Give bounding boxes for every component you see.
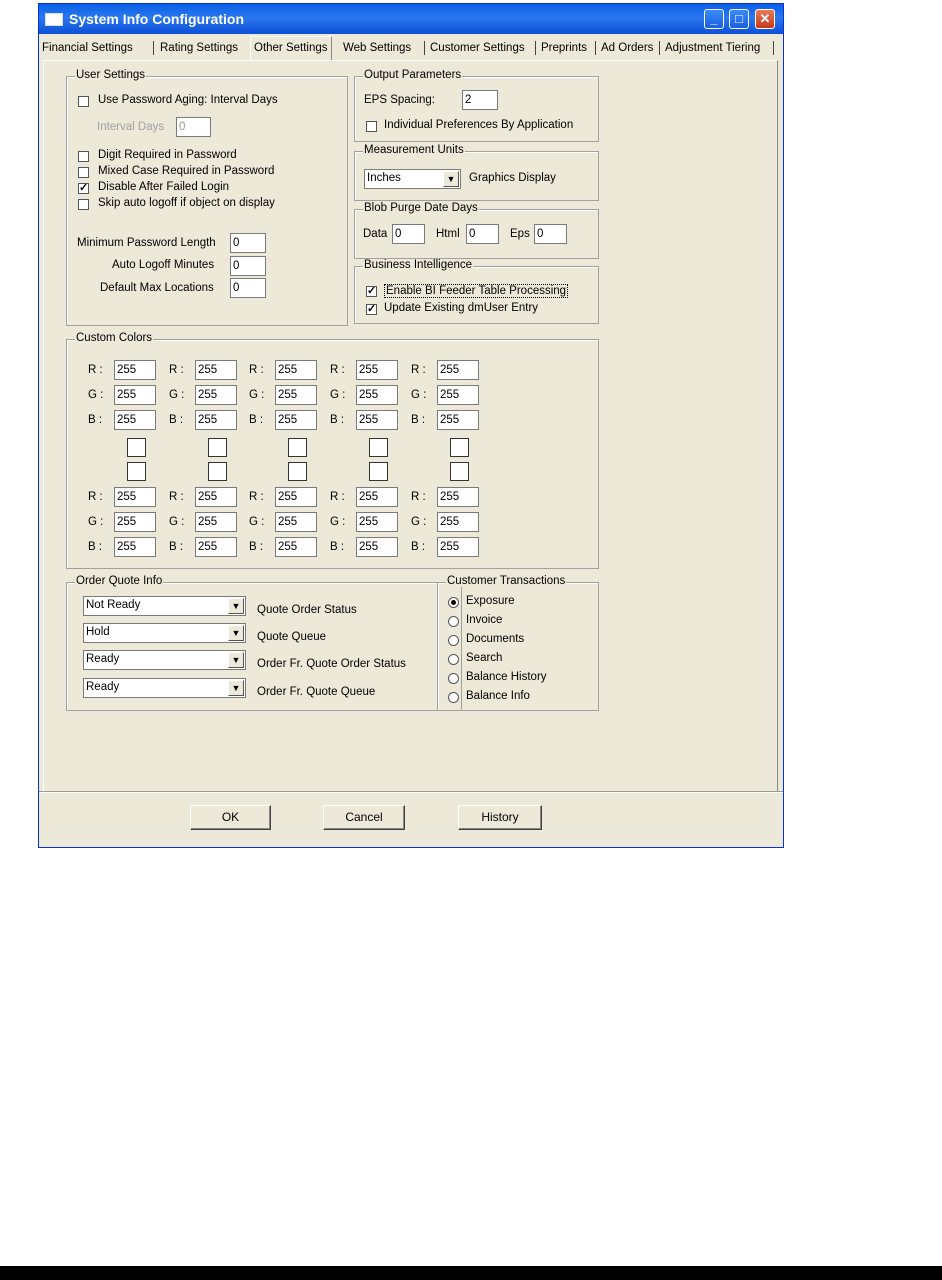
search-label: Search [466,652,503,664]
mixed-case-label: Mixed Case Required in Password [98,165,275,177]
tab-web-settings[interactable]: Web Settings [343,42,412,54]
color-top-3-r-input[interactable]: 255 [275,360,317,380]
system-info-window [38,3,784,848]
user-settings-group [66,69,348,326]
quote-order-status-dropdown[interactable] [83,596,246,616]
color-bottom-1-r-input[interactable]: 255 [114,487,156,507]
individual-prefs-checkbox[interactable] [366,121,377,132]
measurement-units-dropdown[interactable] [364,169,461,189]
color-top-5-g-input[interactable]: 255 [437,385,479,405]
color-b-label: B : [249,541,264,553]
tab-customer-settings[interactable]: Customer Settings [430,42,525,54]
blob-html-input[interactable]: 0 [466,224,499,244]
bottom-separator [39,791,783,793]
color-swatch-bottom-1[interactable] [127,462,146,481]
individual-prefs-label: Individual Preferences By Application [384,119,574,131]
interval-days-label: Interval Days [97,121,165,133]
color-top-2-r-input[interactable]: 255 [195,360,237,380]
order-fr-quote-queue-dropdown[interactable] [83,678,246,698]
color-swatch-bottom-5[interactable] [450,462,469,481]
balance-info-radio[interactable] [448,692,459,703]
tab-separator [535,41,536,55]
interval-days-input[interactable]: 0 [176,117,211,137]
cancel-button[interactable]: Cancel [323,805,405,830]
quote-queue-label: Quote Queue [257,631,327,643]
digit-required-label: Digit Required in Password [98,149,237,161]
color-g-label: G : [330,389,346,401]
use-password-aging-checkbox[interactable] [78,96,89,107]
color-bottom-3-g-input[interactable]: 255 [275,512,317,532]
color-r-label: R : [88,491,103,503]
color-g-label: G : [249,516,265,528]
exposure-radio[interactable] [448,597,459,608]
color-r-label: R : [330,491,345,503]
maximize-icon: □ [735,11,743,26]
maximize-button[interactable] [729,9,749,29]
color-bottom-5-b-input[interactable]: 255 [437,537,479,557]
documents-radio[interactable] [448,635,459,646]
color-b-label: B : [88,414,103,426]
default-max-locations-label: Default Max Locations [100,282,214,294]
color-swatch-top-2[interactable] [208,438,227,457]
color-bottom-4-g-input[interactable]: 255 [356,512,398,532]
balance-history-label: Balance History [466,671,547,683]
user-settings-legend: User Settings [76,69,146,81]
color-b-label: B : [330,414,345,426]
tab-separator [595,41,596,55]
mixed-case-checkbox[interactable] [78,167,89,178]
exposure-label: Exposure [466,595,515,607]
color-swatch-top-5[interactable] [450,438,469,457]
output-parameters-legend: Output Parameters [364,69,462,81]
disable-after-failed-label: Disable After Failed Login [98,181,230,193]
quote-order-status-label: Quote Order Status [257,604,357,616]
auto-logoff-minutes-label: Auto Logoff Minutes [112,259,215,271]
color-top-1-r-input[interactable]: 255 [114,360,156,380]
close-button[interactable] [755,9,775,29]
use-password-aging-label: Use Password Aging: Interval Days [98,94,278,106]
auto-logoff-minutes-input[interactable]: 0 [230,256,266,276]
order-fr-quote-order-status-value: Ready [86,653,120,665]
color-bottom-4-r-input[interactable]: 255 [356,487,398,507]
tab-separator [659,41,660,55]
measurement-units-value: Inches [367,172,401,184]
color-bottom-2-r-input[interactable]: 255 [195,487,237,507]
color-bottom-5-g-input[interactable]: 255 [437,512,479,532]
custom-colors-group [66,332,599,569]
color-b-label: B : [249,414,264,426]
color-swatch-bottom-4[interactable] [369,462,388,481]
update-existing-checkbox[interactable]: ✓ [367,303,377,315]
blob-eps-input[interactable]: 0 [534,224,567,244]
quote-order-status-value: Not Ready [86,599,141,611]
customer-transactions-legend: Customer Transactions [447,575,566,587]
enable-bi-checkbox[interactable]: ✓ [367,285,377,297]
graphics-display-label: Graphics Display [469,172,556,184]
digit-required-checkbox[interactable] [78,151,89,162]
dropdown-arrow-icon[interactable]: ▼ [228,652,244,668]
default-max-locations-input[interactable]: 0 [230,278,266,298]
color-r-label: R : [169,364,184,376]
tab-other-settings[interactable]: Other Settings [250,36,332,61]
color-bottom-1-g-input[interactable]: 255 [114,512,156,532]
order-fr-quote-queue-value: Ready [86,681,120,693]
color-swatch-top-1[interactable] [127,438,146,457]
color-bottom-4-b-input[interactable]: 255 [356,537,398,557]
invoice-radio[interactable] [448,616,459,627]
tab-ad-orders[interactable]: Ad Orders [601,42,654,54]
blob-data-input[interactable]: 0 [392,224,425,244]
color-g-label: G : [249,389,265,401]
color-top-1-g-input[interactable]: 255 [114,385,156,405]
color-bottom-1-b-input[interactable]: 255 [114,537,156,557]
color-bottom-2-b-input[interactable]: 255 [195,537,237,557]
color-b-label: B : [330,541,345,553]
color-top-3-g-input[interactable]: 255 [275,385,317,405]
color-g-label: G : [411,516,427,528]
color-top-4-r-input[interactable]: 255 [356,360,398,380]
order-fr-quote-queue-label: Order Fr. Quote Queue [257,686,376,698]
color-r-label: R : [249,364,264,376]
color-g-label: G : [88,516,104,528]
measurement-units-group [354,144,599,201]
min-password-length-input[interactable]: 0 [230,233,266,253]
order-fr-quote-order-status-dropdown[interactable] [83,650,246,670]
tab-separator [773,41,774,55]
color-bottom-3-b-input[interactable]: 255 [275,537,317,557]
tab-rating-settings[interactable]: Rating Settings [160,42,238,54]
tab-strip [39,38,783,60]
color-swatch-top-4[interactable] [369,438,388,457]
dropdown-arrow-icon[interactable]: ▼ [228,598,244,614]
tab-separator [424,41,425,55]
tab-adjustment-tiering[interactable]: Adjustment Tiering [665,42,761,54]
skip-auto-logoff-checkbox[interactable] [78,199,89,210]
minimize-icon: _ [710,11,718,26]
color-bottom-3-r-input[interactable]: 255 [275,487,317,507]
color-r-label: R : [169,491,184,503]
color-r-label: R : [330,364,345,376]
ok-button[interactable]: OK [190,805,271,830]
blob-purge-group [354,202,599,259]
color-top-1-b-input[interactable]: 255 [114,410,156,430]
search-radio[interactable] [448,654,459,665]
color-top-4-b-input[interactable]: 255 [356,410,398,430]
invoice-label: Invoice [466,614,503,626]
color-swatch-bottom-3[interactable] [288,462,307,481]
window-title: System Info Configuration [69,11,244,27]
balance-info-label: Balance Info [466,690,530,702]
color-top-3-b-input[interactable]: 255 [275,410,317,430]
enable-bi-label: Enable BI Feeder Table Processing [386,285,567,297]
tab-financial-settings[interactable]: Financial Settings [42,42,133,54]
color-r-label: R : [249,491,264,503]
balance-history-radio[interactable] [448,673,459,684]
skip-auto-logoff-label: Skip auto logoff if object on display [98,197,275,209]
color-b-label: B : [411,414,426,426]
color-swatch-top-3[interactable] [288,438,307,457]
color-top-5-r-input[interactable]: 255 [437,360,479,380]
color-g-label: G : [88,389,104,401]
color-r-label: R : [411,491,426,503]
documents-label: Documents [466,633,525,645]
color-top-2-g-input[interactable]: 255 [195,385,237,405]
tab-preprints[interactable]: Preprints [541,42,588,54]
dropdown-arrow-icon[interactable]: ▼ [228,625,244,641]
color-g-label: G : [169,516,185,528]
close-icon: ✕ [759,11,771,26]
measurement-units-legend: Measurement Units [364,144,464,156]
dropdown-arrow-icon[interactable]: ▼ [443,171,459,187]
window-icon [45,13,63,26]
dropdown-arrow-icon[interactable]: ▼ [228,680,244,696]
color-g-label: G : [330,516,346,528]
blob-eps-label: Eps [510,228,530,240]
color-swatch-bottom-2[interactable] [208,462,227,481]
color-g-label: G : [411,389,427,401]
color-top-5-b-input[interactable]: 255 [437,410,479,430]
update-existing-label: Update Existing dmUser Entry [384,302,539,314]
custom-colors-legend: Custom Colors [76,332,153,344]
history-button[interactable]: History [458,805,542,830]
color-b-label: B : [169,541,184,553]
blob-data-label: Data [363,228,388,240]
eps-spacing-input[interactable]: 2 [462,90,498,110]
minimize-button[interactable] [704,9,724,29]
order-quote-info-legend: Order Quote Info [76,575,163,587]
color-r-label: R : [88,364,103,376]
color-b-label: B : [88,541,103,553]
blob-html-label: Html [436,228,460,240]
business-intelligence-legend: Business Intelligence [364,259,473,271]
output-parameters-group [354,69,599,142]
business-intelligence-group [354,259,599,324]
order-fr-quote-order-status-label: Order Fr. Quote Order Status [257,658,406,670]
quote-queue-value: Hold [86,626,110,638]
color-bottom-5-r-input[interactable]: 255 [437,487,479,507]
disable-after-failed-checkbox[interactable]: ✓ [79,182,89,194]
quote-queue-dropdown[interactable] [83,623,246,643]
footer-bar [0,1266,942,1280]
eps-spacing-label: EPS Spacing: [364,94,435,106]
color-top-4-g-input[interactable]: 255 [356,385,398,405]
color-bottom-2-g-input[interactable]: 255 [195,512,237,532]
blob-purge-legend: Blob Purge Date Days [364,202,478,214]
title-bar[interactable] [39,4,783,34]
color-g-label: G : [169,389,185,401]
color-r-label: R : [411,364,426,376]
color-b-label: B : [411,541,426,553]
color-top-2-b-input[interactable]: 255 [195,410,237,430]
color-b-label: B : [169,414,184,426]
order-quote-info-group [66,575,462,711]
tab-separator [153,41,154,55]
customer-transactions-group [437,575,599,711]
min-password-length-label: Minimum Password Length [77,237,216,249]
